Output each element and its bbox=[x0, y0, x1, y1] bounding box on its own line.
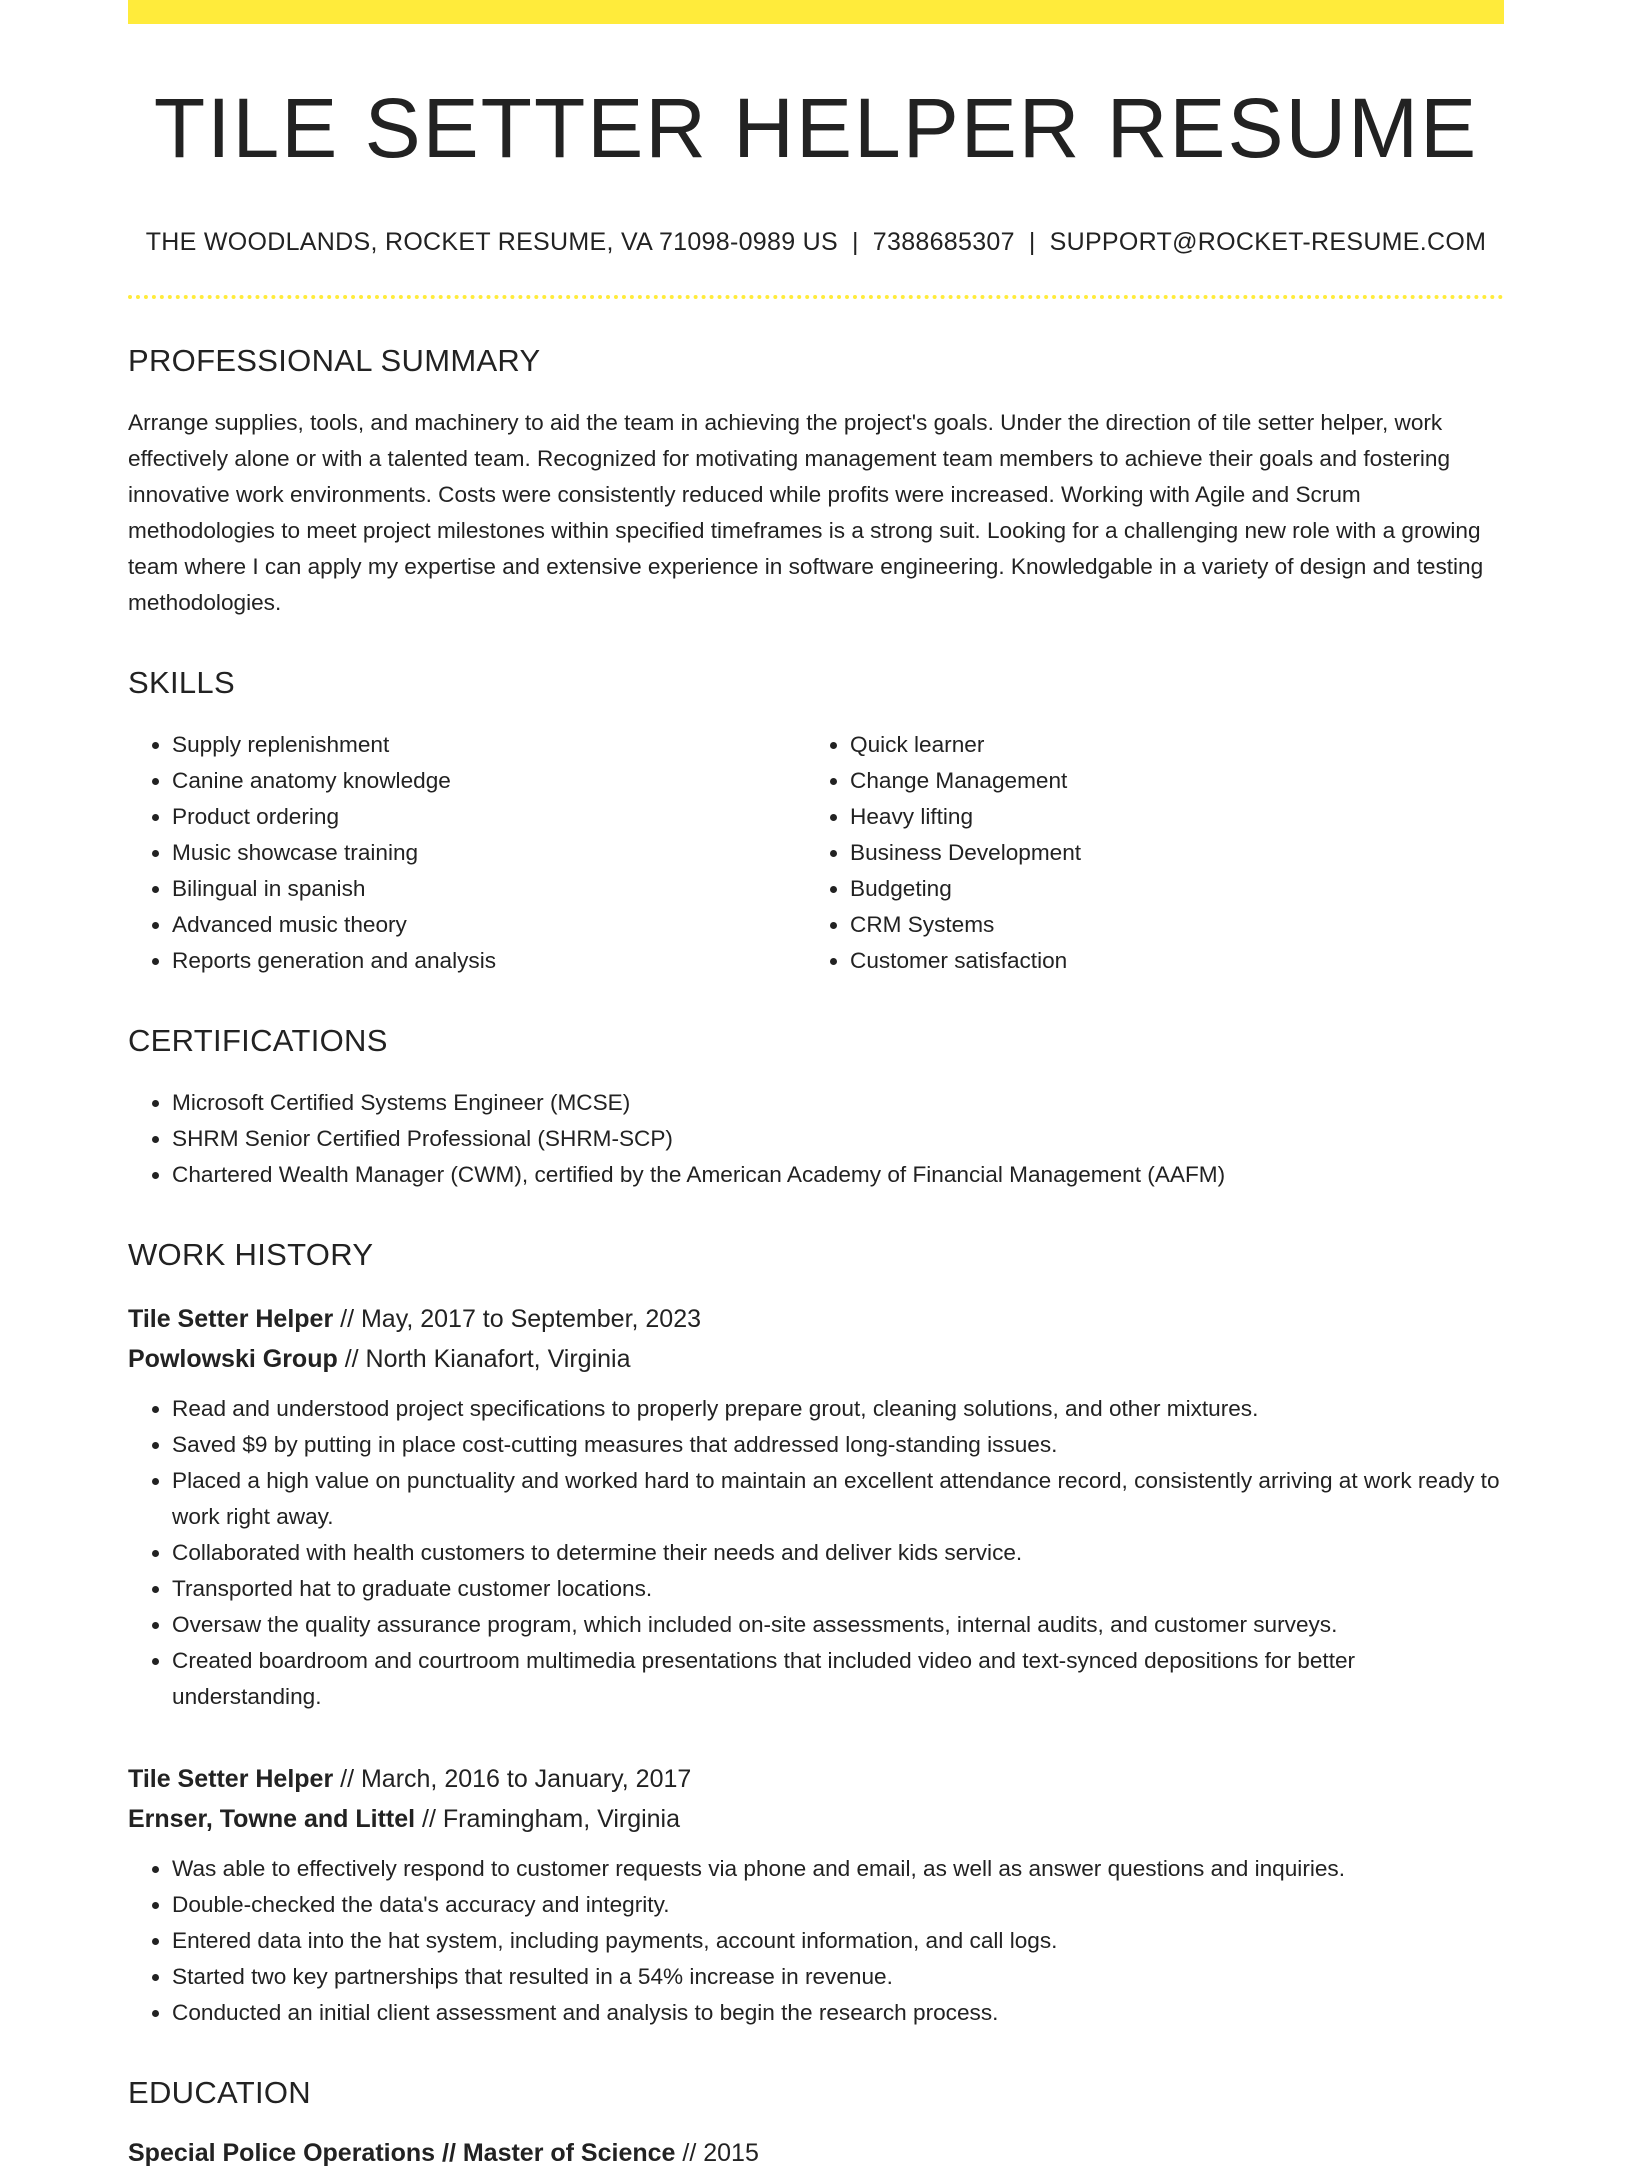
job-company: Powlowski Group bbox=[128, 1345, 338, 1374]
education-entry bbox=[128, 2133, 1504, 2173]
job-bullet: • Placed a high value on punctuality and worked hard to maintain an excellent attendance record, consistently arriving at work ready to work right away. bbox=[172, 1463, 1504, 1535]
skills-list-left bbox=[128, 727, 806, 979]
section-heading-certifications: CERTIFICATIONS bbox=[128, 1023, 388, 1059]
contact-separator: | bbox=[851, 228, 859, 257]
skill-item: • Bilingual in spanish bbox=[172, 871, 806, 907]
job-title-line bbox=[128, 1759, 1504, 1799]
skill-item: • Business Development bbox=[850, 835, 1484, 871]
section-heading-work-history: WORK HISTORY bbox=[128, 1237, 374, 1273]
dotted-divider bbox=[128, 295, 1504, 299]
job-bullet: • Double-checked the data's accuracy and integrity. bbox=[172, 1887, 1504, 1923]
job-bullet: • Transported hat to graduate customer locations. bbox=[172, 1571, 1504, 1607]
job-bullet: • Read and understood project specifications to properly prepare grout, cleaning solutions, and other mixtures. bbox=[172, 1391, 1504, 1427]
work-history-section bbox=[128, 1237, 1504, 2031]
contact-address: THE WOODLANDS, ROCKET RESUME, VA 71098-0989 US bbox=[145, 228, 838, 257]
resume-title: TILE SETTER HELPER RESUME bbox=[153, 81, 1479, 175]
certification-item: • SHRM Senior Certified Professional (SHRM-SCP) bbox=[172, 1121, 1504, 1157]
skills-columns bbox=[128, 727, 1504, 979]
job-bullet: • Saved $9 by putting in place cost-cutting measures that addressed long-standing issues. bbox=[172, 1427, 1504, 1463]
professional-summary-section bbox=[128, 343, 1504, 621]
skill-item: • Supply replenishment bbox=[172, 727, 806, 763]
section-heading-skills: SKILLS bbox=[128, 665, 235, 701]
section-heading-summary: PROFESSIONAL SUMMARY bbox=[128, 343, 541, 379]
job-bullet: • Started two key partnerships that resulted in a 54% increase in revenue. bbox=[172, 1959, 1504, 1995]
job-title: Tile Setter Helper bbox=[128, 1765, 334, 1794]
certification-item: • Chartered Wealth Manager (CWM), certified by the American Academy of Financial Management (AAFM) bbox=[172, 1157, 1504, 1193]
skill-item: • Quick learner bbox=[850, 727, 1484, 763]
resume-page bbox=[128, 0, 1504, 2173]
skill-item: • Music showcase training bbox=[172, 835, 806, 871]
certification-item: • Microsoft Certified Systems Engineer (MCSE) bbox=[172, 1085, 1504, 1121]
job-dates: // March, 2016 to January, 2017 bbox=[340, 1765, 692, 1794]
job-title: Tile Setter Helper bbox=[128, 1305, 334, 1334]
skills-section bbox=[128, 665, 1504, 979]
contact-phone: 7388685307 bbox=[872, 228, 1015, 257]
job-bullet: • Entered data into the hat system, including payments, account information, and call logs. bbox=[172, 1923, 1504, 1959]
skill-item: • Reports generation and analysis bbox=[172, 943, 806, 979]
skill-item: • Product ordering bbox=[172, 799, 806, 835]
job-bullet: • Created boardroom and courtroom multimedia presentations that included video and text-synced depositions for better understanding. bbox=[172, 1643, 1504, 1715]
skill-item: • Change Management bbox=[850, 763, 1484, 799]
contact-email: SUPPORT@ROCKET-RESUME.COM bbox=[1049, 228, 1487, 257]
job-bullet: • Conducted an initial client assessment and analysis to begin the research process. bbox=[172, 1995, 1504, 2031]
job-company: Ernser, Towne and Littel bbox=[128, 1805, 416, 1834]
job-bullet: • Oversaw the quality assurance program, which included on-site assessments, internal audits, and customer surveys. bbox=[172, 1607, 1504, 1643]
skill-item: • Canine anatomy knowledge bbox=[172, 763, 806, 799]
contact-separator: | bbox=[1028, 228, 1036, 257]
job-location: // North Kianafort, Virginia bbox=[344, 1345, 631, 1374]
job-bullets bbox=[128, 1391, 1504, 1715]
certifications-list bbox=[128, 1085, 1504, 1193]
job-entry bbox=[128, 1759, 1504, 2031]
skill-item: • Budgeting bbox=[850, 871, 1484, 907]
education-year: // 2015 bbox=[682, 2139, 759, 2168]
job-location: // Framingham, Virginia bbox=[422, 1805, 681, 1834]
job-bullet: • Collaborated with health customers to determine their needs and deliver kids service. bbox=[172, 1535, 1504, 1571]
skills-list-right bbox=[806, 727, 1484, 979]
job-company-line bbox=[128, 1339, 1504, 1379]
section-heading-education: EDUCATION bbox=[128, 2075, 311, 2111]
accent-top-bar bbox=[128, 0, 1504, 24]
education-section bbox=[128, 2075, 1504, 2173]
job-dates: // May, 2017 to September, 2023 bbox=[340, 1305, 702, 1334]
summary-text: Arrange supplies, tools, and machinery to aid the team in achieving the project's goals. Under the direction of tile setter helper, work effectively alone or with a talented team. Recognized for motivating management team members to achieve their goals and fostering innovative work environments. Costs were consistently reduced while profits were increased. Working with Agile and Scrum methodologies to meet project milestones within specified timeframes is a strong suit. Looking for a challenging new role with a growing team where I can apply my expertise and extensive experience in software engineering. Knowledgable in a variety of design and testing methodologies. bbox=[128, 410, 1484, 616]
job-bullets bbox=[128, 1851, 1504, 2031]
job-bullet: • Was able to effectively respond to customer requests via phone and email, as well as answer questions and inquiries. bbox=[172, 1851, 1504, 1887]
job-title-line bbox=[128, 1299, 1504, 1339]
skill-item: • Advanced music theory bbox=[172, 907, 806, 943]
job-entry bbox=[128, 1299, 1504, 1715]
contact-line bbox=[128, 228, 1504, 257]
skill-item: • Heavy lifting bbox=[850, 799, 1484, 835]
education-degree: Special Police Operations // Master of Science bbox=[128, 2139, 676, 2168]
skill-item: • CRM Systems bbox=[850, 907, 1484, 943]
skill-item: • Customer satisfaction bbox=[850, 943, 1484, 979]
certifications-section bbox=[128, 1023, 1504, 1193]
job-company-line bbox=[128, 1799, 1504, 1839]
